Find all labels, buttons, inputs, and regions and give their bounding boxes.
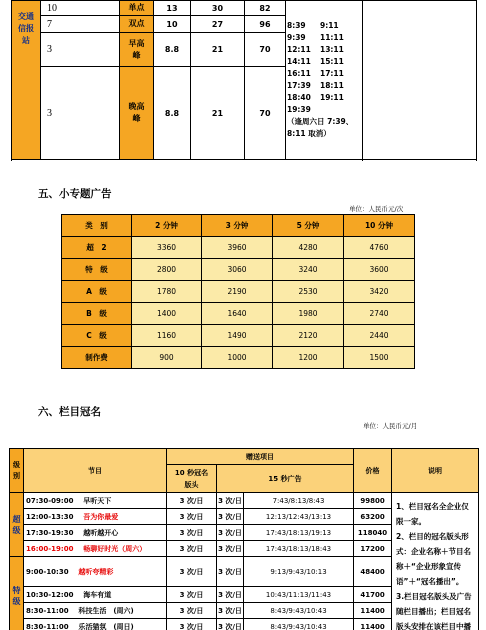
cell-value: 13 bbox=[154, 1, 191, 16]
cell-value: 8.8 bbox=[154, 33, 191, 67]
price-header: 价格 bbox=[354, 449, 392, 493]
price-cell: 3420 bbox=[344, 281, 415, 303]
row-label: C 级 bbox=[62, 325, 132, 347]
price-cell: 2740 bbox=[344, 303, 415, 325]
ad-slots: 8:43/9:43/10:43 bbox=[244, 603, 354, 619]
cell-value: 30 bbox=[191, 1, 245, 16]
price-cell: 2190 bbox=[202, 281, 273, 303]
program-row: 12:00-13:30 吾为你最爱 bbox=[24, 509, 167, 525]
items-header: 赠送项目 bbox=[167, 449, 354, 465]
cell-value: 70 bbox=[245, 33, 286, 67]
row-count: 7 bbox=[41, 16, 120, 33]
price-cell: 1640 bbox=[202, 303, 273, 325]
headline-freq: 3 次/日 bbox=[167, 493, 217, 509]
price-cell: 1200 bbox=[273, 347, 344, 369]
price-cell: 99800 bbox=[354, 493, 392, 509]
price-cell: 2800 bbox=[132, 259, 202, 281]
price-cell: 3360 bbox=[132, 237, 202, 259]
ad-freq: 3 次/日 bbox=[217, 509, 244, 525]
ad-freq: 3 次/日 bbox=[217, 541, 244, 557]
section-title: 六、栏目冠名 bbox=[38, 406, 101, 418]
column-header: 3 分钟 bbox=[202, 215, 273, 237]
desc-header: 说明 bbox=[392, 449, 479, 493]
price-cell: 11400 bbox=[354, 603, 392, 619]
headline-freq: 3 次/日 bbox=[167, 557, 217, 587]
traffic-schedule-table bbox=[11, 0, 477, 160]
cell-value: 10 bbox=[154, 16, 191, 33]
ad-slots: 17:43/18:13/18:43 bbox=[244, 541, 354, 557]
level-label: 超 级 bbox=[10, 493, 24, 557]
row-label: 特 级 bbox=[62, 259, 132, 281]
price-cell: 3600 bbox=[344, 259, 415, 281]
program-row: 10:30-12:00 海车有道 bbox=[24, 587, 167, 603]
section-title: 五、小专题广告 bbox=[38, 188, 112, 200]
cell-value: 8.8 bbox=[154, 67, 191, 160]
ad-freq: 3 次/日 bbox=[217, 493, 244, 509]
price-cell: 900 bbox=[132, 347, 202, 369]
cell-value: 21 bbox=[191, 67, 245, 160]
price-cell: 1000 bbox=[202, 347, 273, 369]
unit-label: 单位：人民币元/次 bbox=[349, 205, 404, 213]
row-count: 3 bbox=[41, 33, 120, 67]
price-cell: 17200 bbox=[354, 541, 392, 557]
sponsorship-table bbox=[9, 448, 479, 630]
headline-freq: 3 次/日 bbox=[167, 603, 217, 619]
level-label: 特 级 bbox=[10, 557, 24, 630]
row-label: A 级 bbox=[62, 281, 132, 303]
ads-header: 15 秒广告 bbox=[217, 465, 354, 493]
price-cell: 3060 bbox=[202, 259, 273, 281]
price-cell: 1490 bbox=[202, 325, 273, 347]
program-row: 16:00-19:00 畅聊好时光（周六） bbox=[24, 541, 167, 557]
cell-value: 82 bbox=[245, 1, 286, 16]
price-cell: 1400 bbox=[132, 303, 202, 325]
price-cell: 41700 bbox=[354, 587, 392, 603]
level-header: 级 别 bbox=[10, 449, 24, 493]
ad-slots: 12:13/12:43/13:13 bbox=[244, 509, 354, 525]
column-header: 10 分钟 bbox=[344, 215, 415, 237]
price-cell: 3240 bbox=[273, 259, 344, 281]
row-count: 3 bbox=[41, 67, 120, 160]
headline-freq: 3 次/日 bbox=[167, 619, 217, 630]
time-slots: 8:39 9:11 9:39 11:11 12:11 13:11 14:11 15:11 16:11 17:11 17:39 18:11 18:40 19:11 19:39 （逢周六日 7:39、 8:11 取消） bbox=[286, 1, 363, 160]
ad-slots: 8:43/9:43/10:43 bbox=[244, 619, 354, 630]
price-cell: 2530 bbox=[273, 281, 344, 303]
slot-label: 早高 峰 bbox=[120, 33, 154, 67]
row-label: 制作费 bbox=[62, 347, 132, 369]
headline-freq: 3 次/日 bbox=[167, 587, 217, 603]
ad-freq: 3 次/日 bbox=[217, 603, 244, 619]
price-cell: 1160 bbox=[132, 325, 202, 347]
slot-label: 单点 bbox=[120, 1, 154, 16]
program-row: 9:00-10:30 越听夸精彩 bbox=[24, 557, 167, 587]
price-cell: 11400 bbox=[354, 619, 392, 630]
headline-freq: 3 次/日 bbox=[167, 509, 217, 525]
price-cell: 1980 bbox=[273, 303, 344, 325]
ad-freq: 3 次/日 bbox=[217, 587, 244, 603]
schedule-note: （逢周六日 7:39、 8:11 取消） bbox=[287, 117, 354, 138]
row-count: 10 bbox=[41, 1, 120, 16]
program-row: 8:30-11:00 乐活猫氛 (周日) bbox=[24, 619, 167, 630]
program-header: 节目 bbox=[24, 449, 167, 493]
row-label: B 级 bbox=[62, 303, 132, 325]
price-cell: 118040 bbox=[354, 525, 392, 541]
headline-freq: 3 次/日 bbox=[167, 541, 217, 557]
price-cell: 63200 bbox=[354, 509, 392, 525]
price-cell: 48400 bbox=[354, 557, 392, 587]
description: 1、栏目冠名全企业仅限一家。 2、栏目的冠名版头形式：企业名称＋节目名称＋“企业形象宣传语”＋“冠名播出”。 3.栏目冠名版头及广告随栏目播出；栏目冠名版头安排在该栏目中播 bbox=[392, 493, 479, 630]
ad-slots: 17:43/18:13/19:13 bbox=[244, 525, 354, 541]
mini-topic-ad-table bbox=[61, 214, 415, 369]
program-row: 17:30-19:30 越听越开心 bbox=[24, 525, 167, 541]
ad-freq: 3 次/日 bbox=[217, 557, 244, 587]
station-name: 交通 信报 站 bbox=[12, 1, 41, 160]
ad-slots: 7:43/8:13/8:43 bbox=[244, 493, 354, 509]
price-cell: 1780 bbox=[132, 281, 202, 303]
program-row: 07:30-09:00 早听天下 bbox=[24, 493, 167, 509]
ad-freq: 3 次/日 bbox=[217, 619, 244, 630]
ad-slots: 10:43/11:13/11:43 bbox=[244, 587, 354, 603]
program-row: 8:30-11:00 科技生活 (周六) bbox=[24, 603, 167, 619]
price-cell: 2120 bbox=[273, 325, 344, 347]
price-cell: 4760 bbox=[344, 237, 415, 259]
slot-label: 双点 bbox=[120, 16, 154, 33]
row-label: 超 2 bbox=[62, 237, 132, 259]
slot-label: 晚高 峰 bbox=[120, 67, 154, 160]
empty-cell bbox=[363, 1, 477, 160]
cell-value: 70 bbox=[245, 67, 286, 160]
headline-freq: 3 次/日 bbox=[167, 525, 217, 541]
price-cell: 3960 bbox=[202, 237, 273, 259]
cell-value: 21 bbox=[191, 33, 245, 67]
column-header: 类 别 bbox=[62, 215, 132, 237]
ad-freq: 3 次/日 bbox=[217, 525, 244, 541]
column-header: 5 分钟 bbox=[273, 215, 344, 237]
price-cell: 1500 bbox=[344, 347, 415, 369]
ad-slots: 9:13/9:43/10:13 bbox=[244, 557, 354, 587]
price-cell: 2440 bbox=[344, 325, 415, 347]
cell-value: 27 bbox=[191, 16, 245, 33]
unit-label: 单位：人民币元/月 bbox=[363, 422, 418, 430]
cell-value: 96 bbox=[245, 16, 286, 33]
price-cell: 4280 bbox=[273, 237, 344, 259]
headline-header: 10 秒冠名 版头 bbox=[167, 465, 217, 493]
column-header: 2 分钟 bbox=[132, 215, 202, 237]
